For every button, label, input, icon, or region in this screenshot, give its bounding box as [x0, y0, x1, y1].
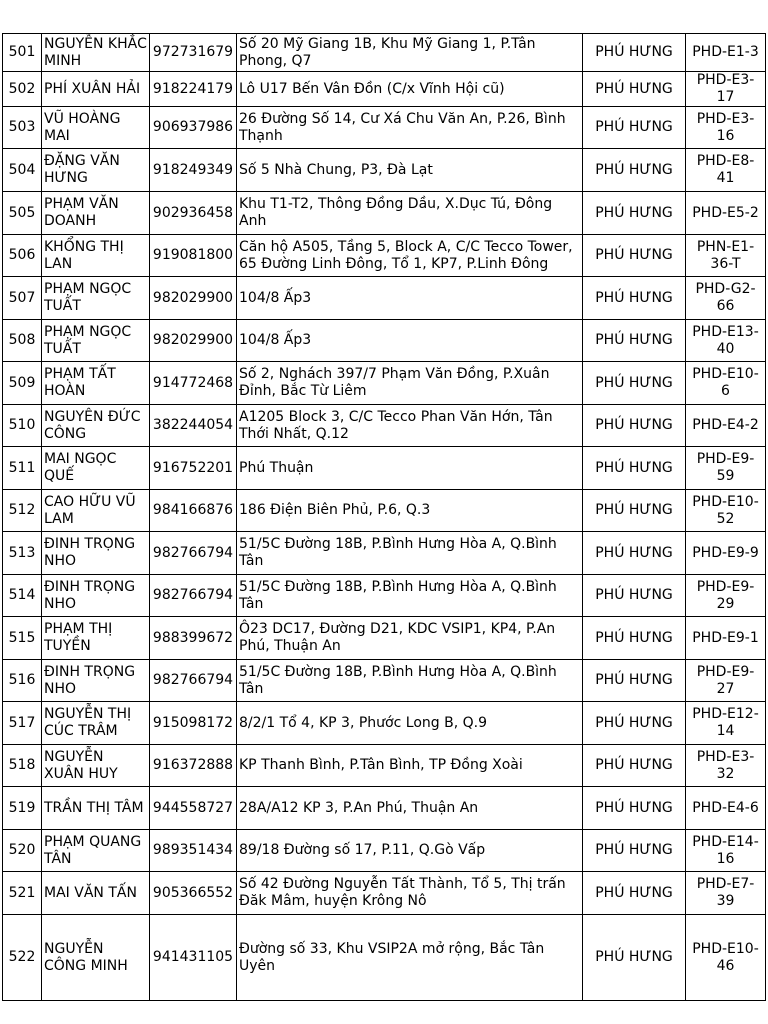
phone-number-cell: 982766794	[150, 575, 237, 617]
row-number-cell: 510	[3, 405, 42, 447]
phone-number-cell: 984166876	[150, 490, 237, 532]
customer-name-cell: PHẠM VĂN DOANH	[42, 192, 150, 235]
row-number-cell: 505	[3, 192, 42, 235]
unit-code-cell: PHD-E3-32	[686, 745, 766, 787]
unit-code-cell: PHD-E10-52	[686, 490, 766, 532]
table-row	[3, 617, 766, 660]
project-cell: PHÚ HƯNG	[583, 320, 686, 362]
project-cell: PHÚ HƯNG	[583, 787, 686, 830]
unit-code-cell: PHD-E4-2	[686, 405, 766, 447]
phone-number-cell: 914772468	[150, 362, 237, 405]
customer-name-cell: NGUYÊN ĐỨC CÔNG	[42, 405, 150, 447]
unit-code-cell: PHD-E4-6	[686, 787, 766, 830]
address-cell: Số 42 Đường Nguyễn Tất Thành, Tổ 5, Thị trấn Đăk Mâm, huyện Krông Nô	[237, 872, 583, 915]
row-number-cell: 503	[3, 107, 42, 149]
customer-table	[2, 33, 766, 1001]
phone-number-cell: 982766794	[150, 532, 237, 575]
address-cell: A1205 Block 3, C/C Tecco Phan Văn Hớn, Tân Thới Nhất, Q.12	[237, 405, 583, 447]
unit-code-cell: PHD-E9-1	[686, 617, 766, 660]
customer-name-cell: PHẠM QUANG TÂN	[42, 830, 150, 872]
project-cell: PHÚ HƯNG	[583, 192, 686, 235]
row-number-cell: 512	[3, 490, 42, 532]
phone-number-cell: 982029900	[150, 320, 237, 362]
row-number-cell: 501	[3, 34, 42, 72]
address-cell: 51/5C Đường 18B, P.Bình Hưng Hòa A, Q.Bình Tân	[237, 532, 583, 575]
project-cell: PHÚ HƯNG	[583, 617, 686, 660]
project-cell: PHÚ HƯNG	[583, 72, 686, 107]
address-cell: Phú Thuận	[237, 447, 583, 490]
project-cell: PHÚ HƯNG	[583, 830, 686, 872]
unit-code-cell: PHD-E1-3	[686, 34, 766, 72]
row-number-cell: 519	[3, 787, 42, 830]
project-cell: PHÚ HƯNG	[583, 149, 686, 192]
address-cell: Đường số 33, Khu VSIP2A mở rộng, Bắc Tân Uyên	[237, 915, 583, 1001]
address-cell: Số 5 Nhà Chung, P3, Đà Lạt	[237, 149, 583, 192]
table-row	[3, 72, 766, 107]
phone-number-cell: 916752201	[150, 447, 237, 490]
table-row	[3, 34, 766, 72]
unit-code-cell: PHD-E10-6	[686, 362, 766, 405]
unit-code-cell: PHD-G2-66	[686, 277, 766, 320]
project-cell: PHÚ HƯNG	[583, 235, 686, 277]
phone-number-cell: 902936458	[150, 192, 237, 235]
project-cell: PHÚ HƯNG	[583, 532, 686, 575]
customer-name-cell: PHẠM TẤT HOÀN	[42, 362, 150, 405]
row-number-cell: 504	[3, 149, 42, 192]
customer-name-cell: PHẠM NGỌC TUẤT	[42, 277, 150, 320]
phone-number-cell: 982029900	[150, 277, 237, 320]
row-number-cell: 514	[3, 575, 42, 617]
address-cell: 89/18 Đường số 17, P.11, Q.Gò Vấp	[237, 830, 583, 872]
phone-number-cell: 918249349	[150, 149, 237, 192]
address-cell: Ô23 DC17, Đường D21, KDC VSIP1, KP4, P.An Phú, Thuận An	[237, 617, 583, 660]
row-number-cell: 517	[3, 702, 42, 745]
project-cell: PHÚ HƯNG	[583, 405, 686, 447]
customer-name-cell: PHÍ XUÂN HẢI	[42, 72, 150, 107]
row-number-cell: 516	[3, 660, 42, 702]
row-number-cell: 521	[3, 872, 42, 915]
unit-code-cell: PHD-E9-9	[686, 532, 766, 575]
address-cell: KP Thanh Bình, P.Tân Bình, TP Đồng Xoài	[237, 745, 583, 787]
unit-code-cell: PHD-E12-14	[686, 702, 766, 745]
table-row	[3, 362, 766, 405]
table-row	[3, 702, 766, 745]
table-row	[3, 490, 766, 532]
unit-code-cell: PHD-E10-46	[686, 915, 766, 1001]
phone-number-cell: 982766794	[150, 660, 237, 702]
customer-name-cell: NGUYỄN XUÂN HUY	[42, 745, 150, 787]
customer-name-cell: ĐINH TRỌNG NHO	[42, 660, 150, 702]
address-cell: 28A/A12 KP 3, P.An Phú, Thuận An	[237, 787, 583, 830]
project-cell: PHÚ HƯNG	[583, 872, 686, 915]
phone-number-cell: 944558727	[150, 787, 237, 830]
phone-number-cell: 941431105	[150, 915, 237, 1001]
address-cell: 8/2/1 Tổ 4, KP 3, Phước Long B, Q.9	[237, 702, 583, 745]
row-number-cell: 509	[3, 362, 42, 405]
phone-number-cell: 915098172	[150, 702, 237, 745]
row-number-cell: 522	[3, 915, 42, 1001]
table-row	[3, 830, 766, 872]
table-row	[3, 915, 766, 1001]
table-row	[3, 660, 766, 702]
project-cell: PHÚ HƯNG	[583, 745, 686, 787]
project-cell: PHÚ HƯNG	[583, 575, 686, 617]
unit-code-cell: PHD-E5-2	[686, 192, 766, 235]
address-cell: 51/5C Đường 18B, P.Bình Hưng Hòa A, Q.Bình Tân	[237, 660, 583, 702]
project-cell: PHÚ HƯNG	[583, 702, 686, 745]
project-cell: PHÚ HƯNG	[583, 34, 686, 72]
phone-number-cell: 972731679	[150, 34, 237, 72]
address-cell: 186 Điện Biên Phủ, P.6, Q.3	[237, 490, 583, 532]
project-cell: PHÚ HƯNG	[583, 107, 686, 149]
customer-name-cell: NGUYỄN KHẮC MINH	[42, 34, 150, 72]
address-cell: 26 Đường Số 14, Cư Xá Chu Văn An, P.26, Bình Thạnh	[237, 107, 583, 149]
project-cell: PHÚ HƯNG	[583, 490, 686, 532]
unit-code-cell: PHD-E7-39	[686, 872, 766, 915]
row-number-cell: 511	[3, 447, 42, 490]
row-number-cell: 520	[3, 830, 42, 872]
unit-code-cell: PHN-E1-36-T	[686, 235, 766, 277]
table-row	[3, 107, 766, 149]
address-cell: 104/8 Ấp3	[237, 277, 583, 320]
phone-number-cell: 988399672	[150, 617, 237, 660]
project-cell: PHÚ HƯNG	[583, 277, 686, 320]
project-cell: PHÚ HƯNG	[583, 362, 686, 405]
table-row	[3, 149, 766, 192]
address-cell: Số 20 Mỹ Giang 1B, Khu Mỹ Giang 1, P.Tân Phong, Q7	[237, 34, 583, 72]
customer-name-cell: PHẠM NGỌC TUẤT	[42, 320, 150, 362]
project-cell: PHÚ HƯNG	[583, 447, 686, 490]
project-cell: PHÚ HƯNG	[583, 660, 686, 702]
unit-code-cell: PHD-E3-17	[686, 72, 766, 107]
customer-name-cell: KHỔNG THỊ LAN	[42, 235, 150, 277]
row-number-cell: 506	[3, 235, 42, 277]
customer-name-cell: NGUYỄN THỊ CÚC TRÂM	[42, 702, 150, 745]
row-number-cell: 508	[3, 320, 42, 362]
table-row	[3, 447, 766, 490]
customer-name-cell: TRẦN THỊ TÂM	[42, 787, 150, 830]
customer-name-cell: CAO HỮU VŨ LAM	[42, 490, 150, 532]
customer-name-cell: ĐINH TRỌNG NHO	[42, 532, 150, 575]
project-cell: PHÚ HƯNG	[583, 915, 686, 1001]
table-row	[3, 235, 766, 277]
table-row	[3, 192, 766, 235]
table-row	[3, 320, 766, 362]
row-number-cell: 502	[3, 72, 42, 107]
phone-number-cell: 905366552	[150, 872, 237, 915]
customer-name-cell: ĐẶNG VĂN HƯNG	[42, 149, 150, 192]
row-number-cell: 515	[3, 617, 42, 660]
customer-name-cell: VŨ HOÀNG MAI	[42, 107, 150, 149]
phone-number-cell: 989351434	[150, 830, 237, 872]
unit-code-cell: PHD-E13-40	[686, 320, 766, 362]
unit-code-cell: PHD-E9-59	[686, 447, 766, 490]
customer-name-cell: MAI VĂN TẤN	[42, 872, 150, 915]
unit-code-cell: PHD-E14-16	[686, 830, 766, 872]
row-number-cell: 513	[3, 532, 42, 575]
unit-code-cell: PHD-E8-41	[686, 149, 766, 192]
unit-code-cell: PHD-E9-29	[686, 575, 766, 617]
phone-number-cell: 916372888	[150, 745, 237, 787]
phone-number-cell: 382244054	[150, 405, 237, 447]
customer-name-cell: MAI NGỌC QUẾ	[42, 447, 150, 490]
phone-number-cell: 919081800	[150, 235, 237, 277]
unit-code-cell: PHD-E9-27	[686, 660, 766, 702]
customer-name-cell: PHẠM THỊ TUYỀN	[42, 617, 150, 660]
table-row	[3, 575, 766, 617]
table-row	[3, 532, 766, 575]
phone-number-cell: 906937986	[150, 107, 237, 149]
customer-name-cell: NGUYỄN CÔNG MINH	[42, 915, 150, 1001]
table-row	[3, 872, 766, 915]
table-body	[3, 34, 766, 1001]
table-row	[3, 745, 766, 787]
address-cell: Số 2, Nghách 397/7 Phạm Văn Đồng, P.Xuân Đỉnh, Bắc Từ Liêm	[237, 362, 583, 405]
address-cell: 51/5C Đường 18B, P.Bình Hưng Hòa A, Q.Bình Tân	[237, 575, 583, 617]
customer-name-cell: ĐINH TRỌNG NHO	[42, 575, 150, 617]
table-row	[3, 277, 766, 320]
phone-number-cell: 918224179	[150, 72, 237, 107]
address-cell: 104/8 Ấp3	[237, 320, 583, 362]
row-number-cell: 507	[3, 277, 42, 320]
table-row	[3, 405, 766, 447]
unit-code-cell: PHD-E3-16	[686, 107, 766, 149]
address-cell: Khu T1-T2, Thông Đồng Dầu, X.Dục Tú, Đông Anh	[237, 192, 583, 235]
table-row	[3, 787, 766, 830]
address-cell: Căn hộ A505, Tầng 5, Block A, C/C Tecco Tower, 65 Đường Linh Đông, Tổ 1, KP7, P.Linh Đông	[237, 235, 583, 277]
address-cell: Lô U17 Bến Vân Đồn (C/x Vĩnh Hội cũ)	[237, 72, 583, 107]
row-number-cell: 518	[3, 745, 42, 787]
